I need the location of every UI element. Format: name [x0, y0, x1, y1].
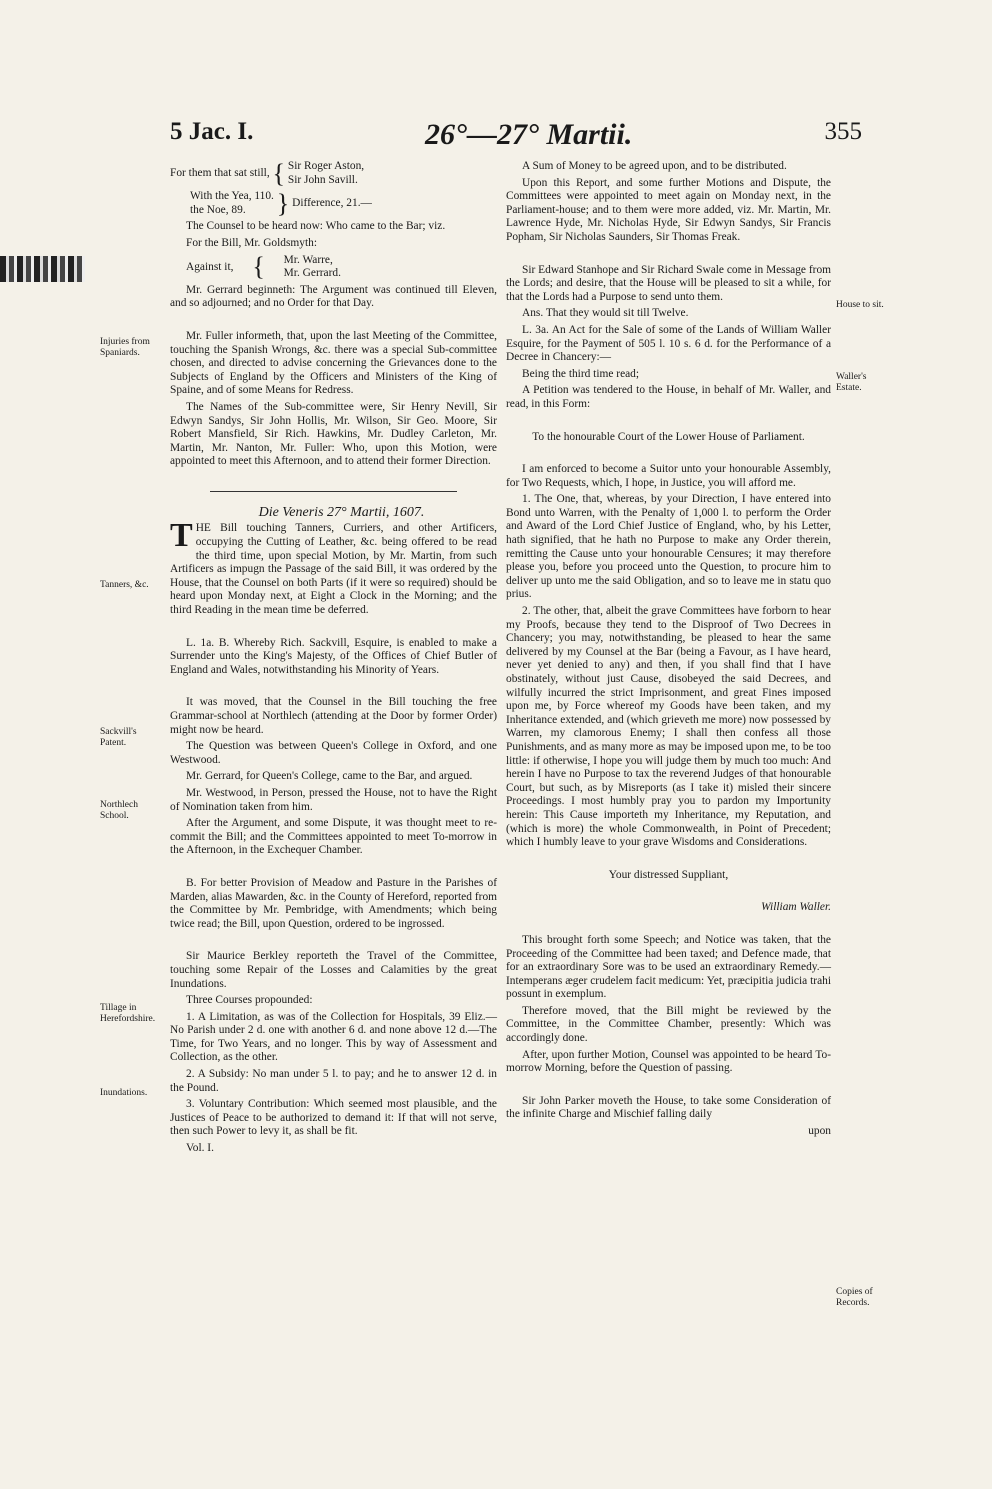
paragraph: Mr. Gerrard, for Queen's College, came to the Bar, and argued.: [186, 770, 473, 783]
margin-note-northlech: Northlech School.: [100, 800, 138, 821]
vote-sat-still: For them that sat still, { Sir Roger Aston, Sir John Savill.: [170, 158, 365, 188]
for-bill: For the Bill, Mr. Goldsmyth:: [186, 236, 318, 249]
paragraph: The Counsel to be heard now: Who came to the Bar; viz.: [186, 220, 446, 233]
running-header: [170, 118, 862, 158]
paragraph: L. 3a. An Act for the Sale of some of the Lands of William Waller Esquire, for the Payment of 505 l. 10 s. 6 d. for the Performance of a Decree in Chancery:—: [506, 323, 831, 364]
paragraph: A Petition was tendered to the House, in behalf of Mr. Waller, and read, in this Form:: [506, 384, 831, 410]
date-heading: Die Veneris 27° Martii, 1607.: [258, 504, 425, 520]
paragraph: A Sum of Money to be agreed upon, and to be distributed.: [522, 160, 787, 172]
paragraph: Mr. Gerrard beginneth: The Argument was continued till Eleven, and so adjourned; and no Order for that Day.: [170, 283, 497, 310]
paragraph: THE Bill touching Tanners, Curriers, and other Artificers, occupying the Cutting of Leather, &c. being offered to be read the third time, upon special Motion, by Mr. Martin, from such Artificers as impugn the Passage of the said Bill, it was ordered by the House, that the Counsel on both Parts (if it were so required) should be heard upon Monday next, at Eight a Clock in the Morning; and the third Reading in the mean time be deferred.: [170, 517, 497, 617]
paragraph: 1. The One, that, whereas, by your Direction, I have entered into Bond unto Warren, with the Penalty of 1,000 l. to perform the Order and Award of the Lord Chief Justice of England, who, by his Letter, hath signified, that he hath no Purpose to make any Order therein, remitting the Cause unto your honourable Censures; it may therefore please you, before you proceed unto the Question, to procure him to deliver up unto me the said Obligation, and so to leave me in statu quo prius.: [506, 493, 831, 601]
paragraph: Three Courses propounded:: [186, 994, 313, 1007]
margin-note-injuries: Injuries from Spaniards.: [100, 337, 150, 358]
margin-note-inundations: Inundations.: [100, 1088, 148, 1098]
paragraph: It was moved, that the Counsel in the Bill touching the free Grammar-school at Northlech (attending at the Door by former Order) might now be heard.: [170, 696, 497, 736]
margin-note-tanners: Tanners, &c.: [100, 580, 149, 590]
volume-signature: Vol. I.: [186, 1142, 214, 1155]
paragraph: L. 1a. B. Whereby Rich. Sackvill, Esquire, is enabled to make a Surrender unto the King's Majesty, of the Offices of Chief Butler of England and Wales, notwithstanding his Minority of Years.: [170, 636, 497, 676]
paragraph: 2. A Subsidy: No man under 5 l. to pay; and he to answer 12 d. in the Pound.: [170, 1068, 497, 1094]
paragraph: The Names of the Sub-committee were, Sir Henry Nevill, Sir Edwyn Sandys, Sir John Hollis, Mr. Wilson, Sir Geo. Moore, Sir Robert Mansfield, Sir Rich. Hawkins, Mr. Dudley Carleton, Mr. Martin, Mr. Nanton, Mr. Fuller: Who, upon this Motion, were appointed to meet this Afternoon, and to attend their former Direction.: [170, 400, 497, 468]
paragraph: B. For better Provision of Meadow and Pasture in the Parishes of Marden, alias Mawarden, &c. in the County of Hereford, reported from the Committee by Mr. Pembridge, with Amendments; which being twice read; the Bill, upon Question, ordered to be ingrossed.: [170, 876, 497, 930]
paragraph: 3. Voluntary Contribution: Which seemed most plausible, and the Justices of Peace to be authorized to demand it: If that will not serve, then such Power to levy it, as shall be fit.: [170, 1098, 497, 1138]
paragraph: Mr. Westwood, in Person, pressed the House, not to have the Right of Nomination taken from him.: [170, 786, 497, 813]
drop-cap: T: [170, 517, 193, 555]
scan-margin-tab: [0, 256, 85, 282]
paragraph: This brought forth some Speech; and Notice was taken, that the Proceeding of the Committee had been taxed; and Defence made, that for an extraordinary Sore was to be used an extraordinary Remedy.—Intemperans æger crudelem facit medicum: Yet, præcipitia judicia trahi possunt in exemplum.: [506, 933, 831, 1001]
margin-note-copies: Copies of Records.: [836, 1287, 873, 1308]
page-number: 355: [824, 118, 862, 145]
margin-note-wallers-estate: Waller's Estate.: [836, 372, 867, 393]
signature: William Waller.: [761, 901, 831, 914]
against-bill: Against it, { Mr. Warre, Mr. Gerrard.: [186, 252, 341, 282]
paragraph: Sir John Parker moveth the House, to take some Consideration of the infinite Charge and Mischief falling daily: [506, 1094, 831, 1121]
divider: [210, 491, 457, 492]
header-reign: 5 Jac. I.: [170, 118, 254, 145]
margin-note-sackvill: Sackvill's Patent.: [100, 727, 137, 748]
paragraph: Sir Edward Stanhope and Sir Richard Swale come in Message from the Lords; and desire, that the House will be pleased to sit a while, for that the Lords had a Purpose to send unto them.: [506, 263, 831, 303]
paragraph: Sir Maurice Berkley reporteth the Travel of the Committee, touching some Repair of the Losses and Calamities by the great Inundations.: [170, 950, 497, 990]
right-column: [506, 160, 831, 1142]
paragraph: After, upon further Motion, Counsel was appointed to be heard To-morrow Morning, before the Question of passing.: [506, 1048, 831, 1075]
paragraph: The Question was between Queen's College in Oxford, and one Westwood.: [170, 740, 497, 766]
closing: Your distressed Suppliant,: [608, 868, 729, 881]
vote-tally: With the Yea, 110. the Noe, 89. } Difference, 21.—: [190, 188, 372, 218]
catchword: upon: [808, 1125, 831, 1138]
paragraph: Mr. Fuller informeth, that, upon the last Meeting of the Committee, touching the Spanish Wrongs, &c. there was a special Sub-committee chosen, and directed to advise concerning the Grievances done to the Subjects of England by the Officers and Ministers of the King of Spaine, and of some Means for Redress.: [170, 329, 497, 397]
petition-heading: To the honourable Court of the Lower House of Parliament.: [532, 430, 805, 443]
paragraph: Upon this Report, and some further Motions and Dispute, the Committees were appointed to meet again on Monday next, in the Parliament-house; and to them were more added, viz. Mr. Martin, Mr. Lawrence Hyde, Mr. Nicholas Hyde, Sir Edwyn Sandys, Sir Francis Popham, Sir Nicholas Saunders, Sir Thomas Freak.: [506, 176, 831, 243]
left-column: [170, 160, 497, 1159]
paragraph: Being the third time read;: [522, 367, 640, 380]
margin-note-house-to-sit: House to sit.: [836, 300, 884, 310]
paragraph: Therefore moved, that the Bill might be reviewed by the Committee, in the Committee Chamber, presently: Which was accordingly done.: [506, 1004, 831, 1045]
paragraph: Ans. That they would sit till Twelve.: [522, 307, 689, 320]
paragraph: After the Argument, and some Dispute, it was thought meet to re-commit the Bill; and the Committees appointed to meet To-morrow in the Afternoon, in the Exchequer Chamber.: [170, 817, 497, 857]
margin-note-tillage: Tillage in Herefordshire.: [100, 1003, 156, 1024]
paragraph: 2. The other, that, albeit the grave Committees have forborn to hear my Proofs, because they tend to the Disproof of Two Decrees in Chancery; you may, notwithstanding, be pleased to hear the same delivered by my Counsel at the Bar (being a Favour, as I have heard, never yet denied to any) and then, if you shall find that I have obstinately, without just Cause, disobeyed the said Decrees, and wilfully incurred the strict Imprisonment, and great Fines imposed upon me, by Force whereof my Goods have been taken, and my Inheritance extended, and (which grieveth me more) now possessed by Warren, my clamorous Enemy; I shall then confess all those Punishments, and as many more as may be imposed upon me, to be too little: if otherwise, I hope you will judge them by much too much: And herein I have no Purpose to tax the reverend Judges of that honourable Court, but such, as by Misreports (as I take it) misled their sincere Proceedings. I most humbly pray you to pardon my Importunity herein: This Cause importeth my Inheritance, my Reputation, and (which is more) the whole Commonwealth, in Point of Precedent; which I humbly leave to your grave Wisdoms and Considerations.: [506, 605, 831, 849]
header-dates: 26°—27° Martii.: [425, 118, 633, 151]
paragraph: 1. A Limitation, as was of the Collection for Hospitals, 39 Eliz.—No Parish under 2 d. one with another 6 d. and none above 12 d.—The Time, for Two Years, and no longer. This by way of Assessment and Collection, as the other.: [170, 1010, 497, 1064]
paragraph: I am enforced to become a Suitor unto your honourable Assembly, for Two Requests, which, I hope, in Justice, you will afford me.: [506, 463, 831, 489]
